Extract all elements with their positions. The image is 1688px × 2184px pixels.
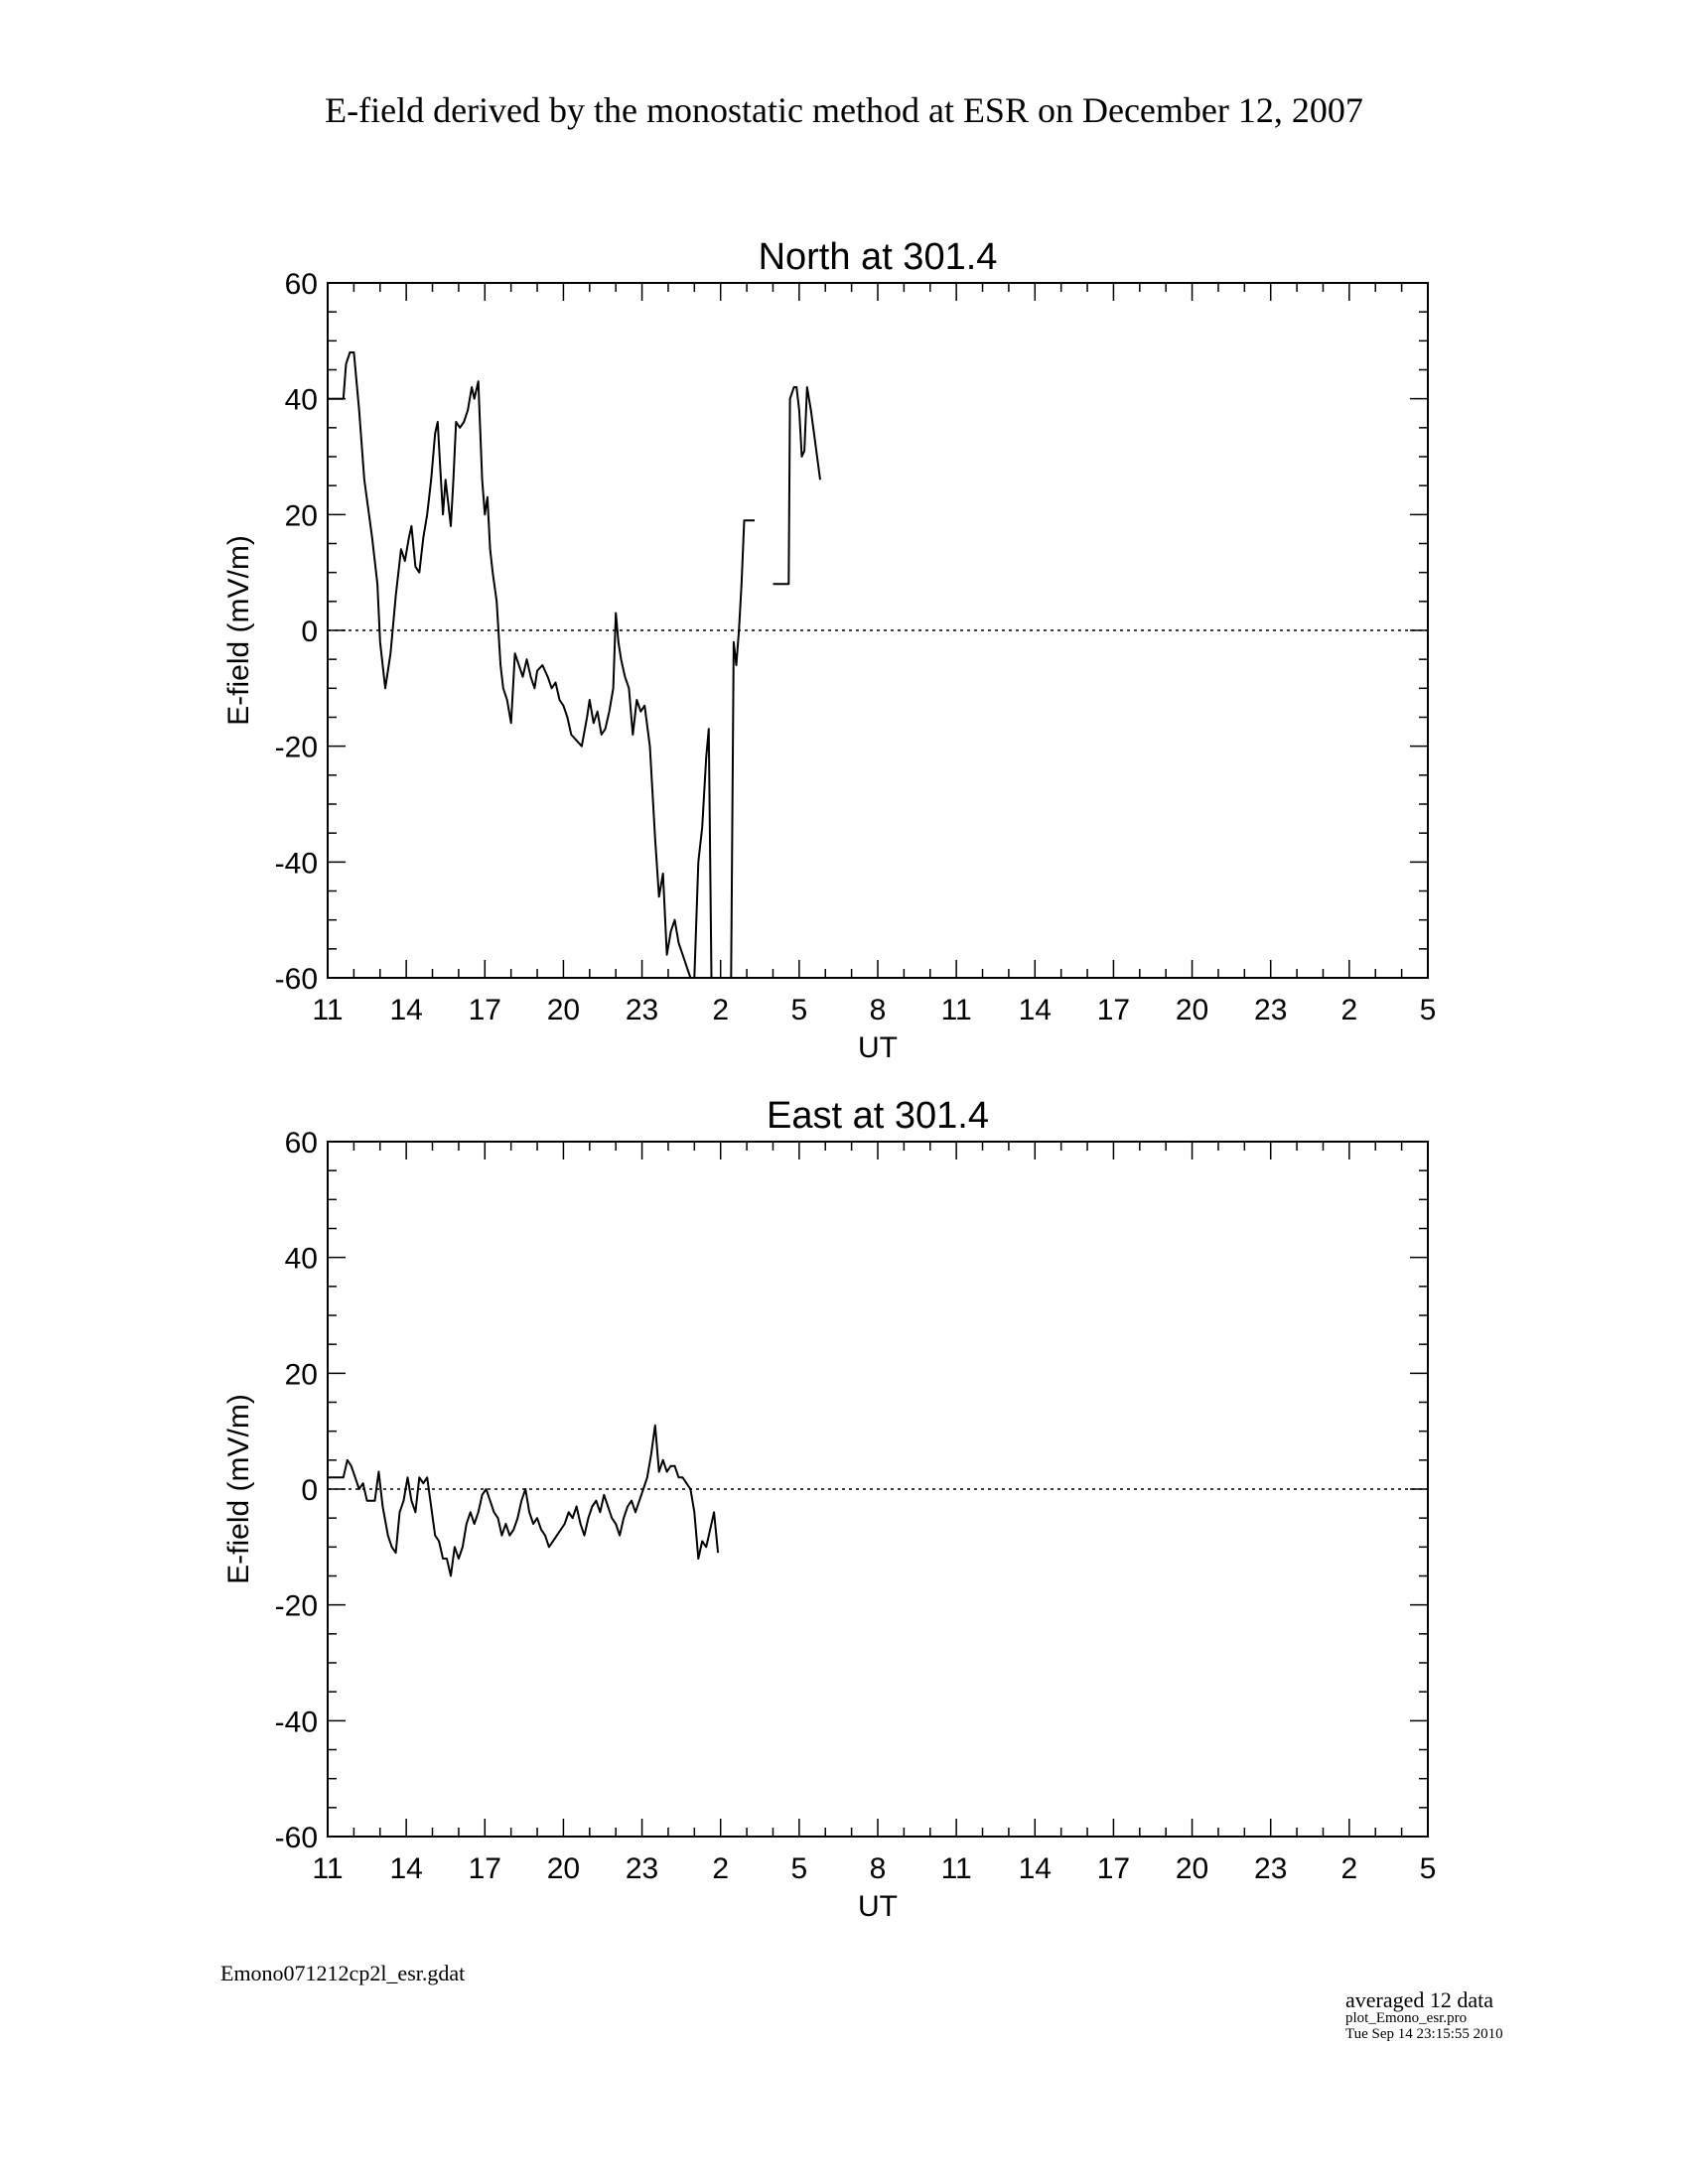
x-tick-label: 8 xyxy=(869,1852,887,1885)
chart-title: East at 301.4 xyxy=(767,1095,989,1137)
y-tick-label: -40 xyxy=(274,847,318,881)
chart-title: North at 301.4 xyxy=(758,236,998,278)
x-tick-label: 20 xyxy=(546,994,581,1026)
y-tick-label: -20 xyxy=(274,731,318,764)
efield-series-line xyxy=(731,520,755,978)
x-tick-label: 2 xyxy=(1340,994,1358,1026)
y-tick-label: 60 xyxy=(284,1127,318,1160)
efield-series-line xyxy=(774,387,821,584)
east-chart xyxy=(0,1077,1688,1931)
x-tick-label: 23 xyxy=(625,1852,659,1885)
x-axis-label: UT xyxy=(858,1031,898,1064)
y-tick-label: 0 xyxy=(301,615,318,648)
x-tick-label: 5 xyxy=(790,1852,808,1885)
x-tick-label: 11 xyxy=(312,994,344,1026)
x-tick-label: 20 xyxy=(1175,1852,1209,1885)
program-label: plot_Emono_esr.pro xyxy=(1345,2010,1468,2027)
y-tick-label: 0 xyxy=(301,1474,318,1507)
x-tick-label: 17 xyxy=(468,994,501,1026)
y-axis-label: E-field (mV/m) xyxy=(222,1394,255,1584)
x-tick-label: 2 xyxy=(1340,1852,1358,1885)
y-tick-label: 20 xyxy=(284,1358,318,1392)
y-tick-label: 60 xyxy=(284,268,318,301)
x-tick-label: 14 xyxy=(389,994,423,1026)
x-axis-label: UT xyxy=(858,1890,898,1923)
x-tick-label: 23 xyxy=(625,994,659,1026)
x-tick-label: 11 xyxy=(940,994,972,1026)
x-tick-label: 2 xyxy=(712,1852,730,1885)
y-tick-label: 40 xyxy=(284,1242,318,1276)
x-tick-label: 5 xyxy=(790,994,808,1026)
efield-series-line xyxy=(328,352,712,978)
x-tick-label: 5 xyxy=(1419,1852,1437,1885)
north-chart xyxy=(0,218,1688,1072)
x-tick-label: 11 xyxy=(312,1852,344,1885)
averaged-label: averaged 12 data xyxy=(1345,1987,1494,2012)
file-name-label: Emono071212cp2l_esr.gdat xyxy=(220,1961,466,1985)
x-tick-label: 17 xyxy=(1096,994,1131,1026)
x-tick-label: 2 xyxy=(712,994,730,1026)
y-tick-label: -20 xyxy=(274,1589,318,1623)
y-tick-label: 20 xyxy=(284,499,318,533)
x-tick-label: 23 xyxy=(1254,1852,1288,1885)
page-title: E-field derived by the monostatic method at ESR on December 12, 2007 xyxy=(325,90,1363,130)
x-tick-label: 14 xyxy=(1018,1852,1052,1885)
x-tick-label: 5 xyxy=(1419,994,1437,1026)
x-tick-label: 23 xyxy=(1254,994,1288,1026)
plot-info xyxy=(1345,1988,1503,2043)
y-tick-label: -60 xyxy=(274,963,318,996)
y-axis-label: E-field (mV/m) xyxy=(222,535,255,726)
x-tick-label: 20 xyxy=(546,1852,581,1885)
y-tick-label: -40 xyxy=(274,1706,318,1739)
x-tick-label: 8 xyxy=(869,994,887,1026)
x-tick-label: 20 xyxy=(1175,994,1209,1026)
efield-series-line xyxy=(328,1426,718,1576)
timestamp-label: Tue Sep 14 23:15:55 2010 xyxy=(1345,2025,1503,2042)
x-tick-label: 17 xyxy=(1096,1852,1131,1885)
y-tick-label: 40 xyxy=(284,383,318,417)
x-tick-label: 17 xyxy=(468,1852,501,1885)
y-tick-label: -60 xyxy=(274,1822,318,1854)
x-tick-label: 11 xyxy=(940,1852,972,1885)
x-tick-label: 14 xyxy=(389,1852,423,1885)
x-tick-label: 14 xyxy=(1018,994,1052,1026)
